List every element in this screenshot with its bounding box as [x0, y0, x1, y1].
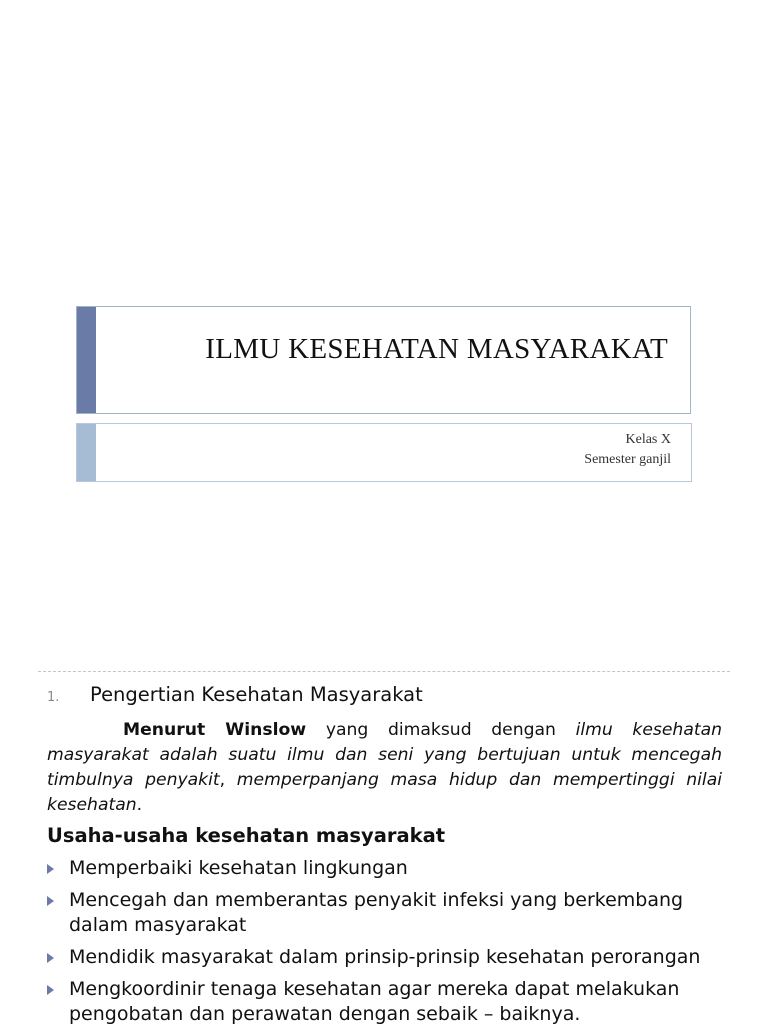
list-item-text: Mengkoordinir tenaga kesehatan agar mereka dapat melakukan pengobatan dan perawatan dengan sebaik – baiknya. [69, 978, 680, 1024]
paragraph-text-3: . [136, 795, 143, 815]
paragraph-text-2: , [219, 770, 237, 790]
subheading: Usaha-usaha kesehatan masyarakat [47, 824, 446, 847]
list-item [47, 888, 709, 938]
bullet-arrow-icon [47, 896, 54, 906]
paragraph-text-1: yang dimaksud dengan [306, 720, 576, 740]
list-item-text: Memperbaiki kesehatan lingkungan [69, 857, 408, 879]
list-item [47, 856, 709, 881]
definition-paragraph [47, 718, 722, 818]
list-item [47, 945, 709, 970]
bullet-arrow-icon [47, 953, 54, 963]
paragraph-bold-lead: Menurut Winslow [123, 720, 307, 740]
list-item-text: Mendidik masyarakat dalam prinsip-prinsip kesehatan perorangan [69, 946, 701, 968]
subtitle [584, 430, 671, 470]
paragraph-italic-1: ilmu kesehatan masyarakat adalah suatu ilmu dan seni yang bertujuan untuk mencegah timbulnya penyakit [47, 720, 723, 790]
page-separator [38, 671, 730, 672]
section-number: 1. [47, 690, 60, 705]
title-box [76, 306, 691, 414]
section-title: Pengertian Kesehatan Masyarakat [90, 683, 423, 706]
subtitle-box [76, 423, 692, 482]
section-heading [47, 683, 423, 706]
subtitle-accent-bar [77, 424, 96, 481]
page-title: ILMU KESEHATAN MASYARAKAT [205, 333, 668, 365]
subtitle-class: Kelas X [625, 432, 671, 447]
bullet-arrow-icon [47, 985, 54, 995]
title-accent-bar [77, 307, 96, 413]
paragraph-italic-2: memperpanjang masa hidup dan mempertinggi nilai kesehatan [47, 770, 723, 815]
bullet-list [47, 856, 737, 1024]
list-item [47, 977, 709, 1024]
list-item-text: Mencegah dan memberantas penyakit infeksi yang berkembang dalam masyarakat [69, 889, 684, 936]
subtitle-semester: Semester ganjil [584, 452, 671, 467]
bullet-arrow-icon [47, 864, 54, 874]
